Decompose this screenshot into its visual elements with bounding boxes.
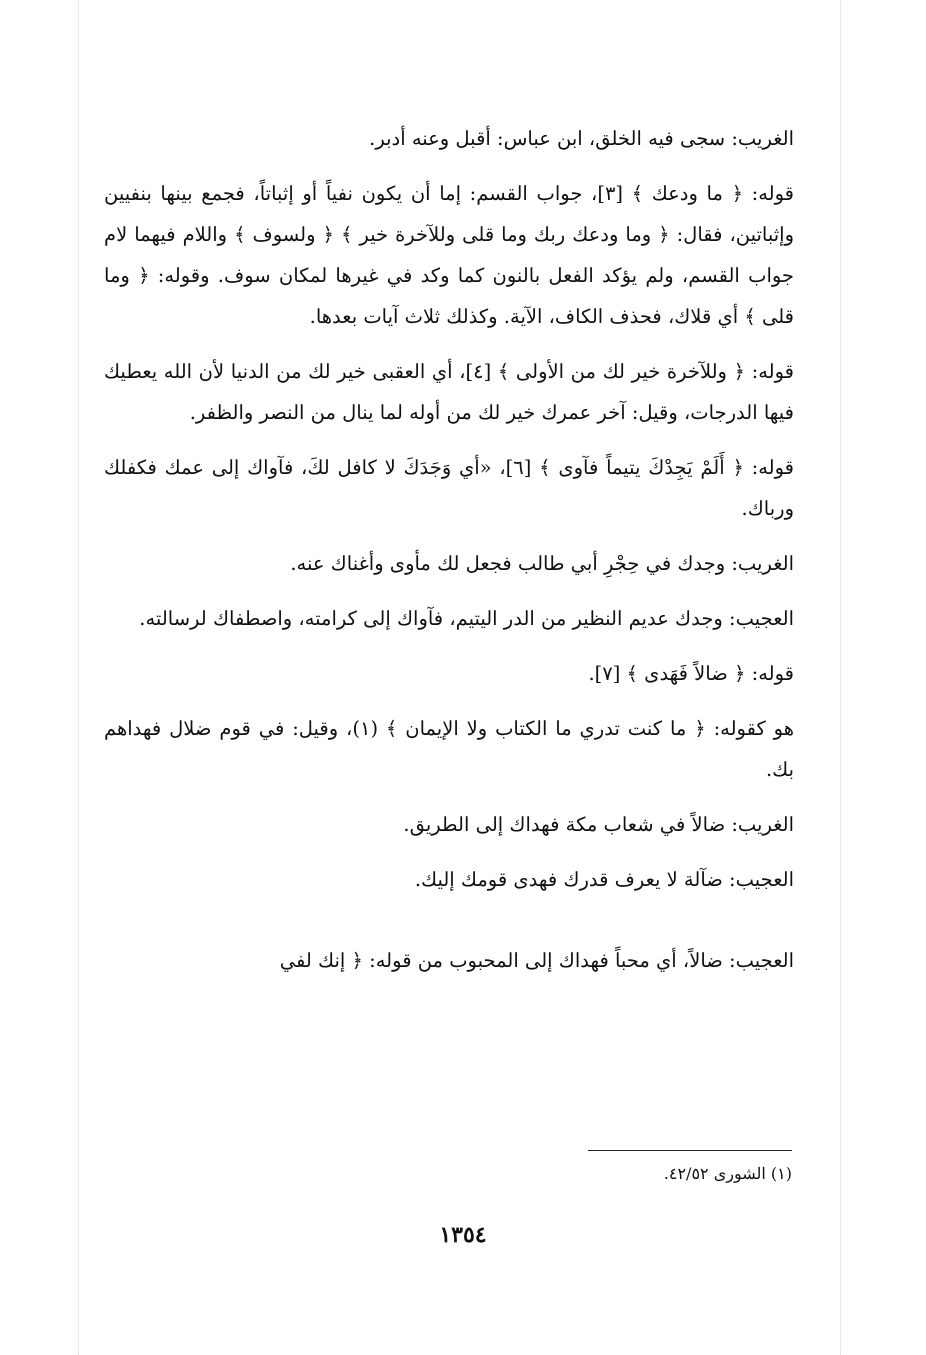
margin-guide-right (840, 0, 841, 1355)
paragraph-dallan: قوله: ﴿ ضالاً فَهَدى ﴾ [٧]. (588, 662, 794, 685)
footnote-divider (588, 1150, 792, 1151)
footnote: (١) الشورى ٤٢/٥٢. (663, 1164, 792, 1183)
paragraph-alam-yajidka: قوله: ﴿ أَلَمْ يَجِدْكَ يتيماً فآوى ﴾ [٦]، «أي وَجَدَكَ لا كافل لكَ، فآواك إلى عمك فكفلك ورباك. (104, 456, 794, 520)
paragraph-gharib-3: الغريب: ضالاً في شعاب مكة فهداك إلى الطريق. (403, 813, 794, 836)
paragraph-ajib-3: العجيب: ضالاً، أي محباً فهداك إلى المحبوب من قوله: ﴿ إنك لفي (279, 949, 794, 972)
body-text (104, 118, 794, 995)
paragraph-ma-wadda-aka: قوله: ﴿ ما ودعك ﴾ [٣]، جواب القسم: إما أن يكون نفياً أو إثباتاً، فجمع بينها بنفيين وإثباتين، فقال: ﴿ وما ودعك ربك وما قلى وللآخرة خير ﴾ ﴿ ولسوف ﴾ واللام فيهما لام جواب القسم، ولم يؤكد الفعل بالنون كما وكد في غيرها لمكان سوف. وقوله: ﴿ وما قلى ﴾ أي قلاك، فحذف الكاف، الآية. وكذلك ثلاث آيات بعدها. (104, 182, 795, 328)
paragraph-wal-akhira: قوله: ﴿ وللآخرة خير لك من الأولى ﴾ [٤]، أي العقبى خير لك من الدنيا لأن الله يعطيك فيها الدرجات، وقيل: آخر عمرك خير لك من أوله لما ينال من النصر والظفر. (104, 360, 794, 424)
paragraph-ka-qawlihi: هو كقوله: ﴿ ما كنت تدري ما الكتاب ولا الإيمان ﴾ (١)، وقيل: في قوم ضلال فهداهم بك. (104, 717, 795, 781)
page-number: ١٣٥٤ (439, 1222, 487, 1248)
paragraph-gharib-2: الغريب: وجدك في حِجْرِ أبي طالب فجعل لك مأوى وأغناك عنه. (290, 552, 794, 575)
paragraph-ajib-2: العجيب: ضآلة لا يعرف قدرك فهدى قومك إليك. (414, 868, 794, 891)
margin-guide-left (78, 0, 79, 1355)
paragraph-ajib-1: العجيب: وجدك عديم النظير من الدر اليتيم، فآواك إلى كرامته، واصطفاك لرسالته. (139, 607, 794, 630)
paragraph-gharib-1: الغريب: سجى فيه الخلق، ابن عباس: أقبل وعنه أدبر. (369, 127, 794, 150)
paragraph-gap (104, 914, 794, 940)
